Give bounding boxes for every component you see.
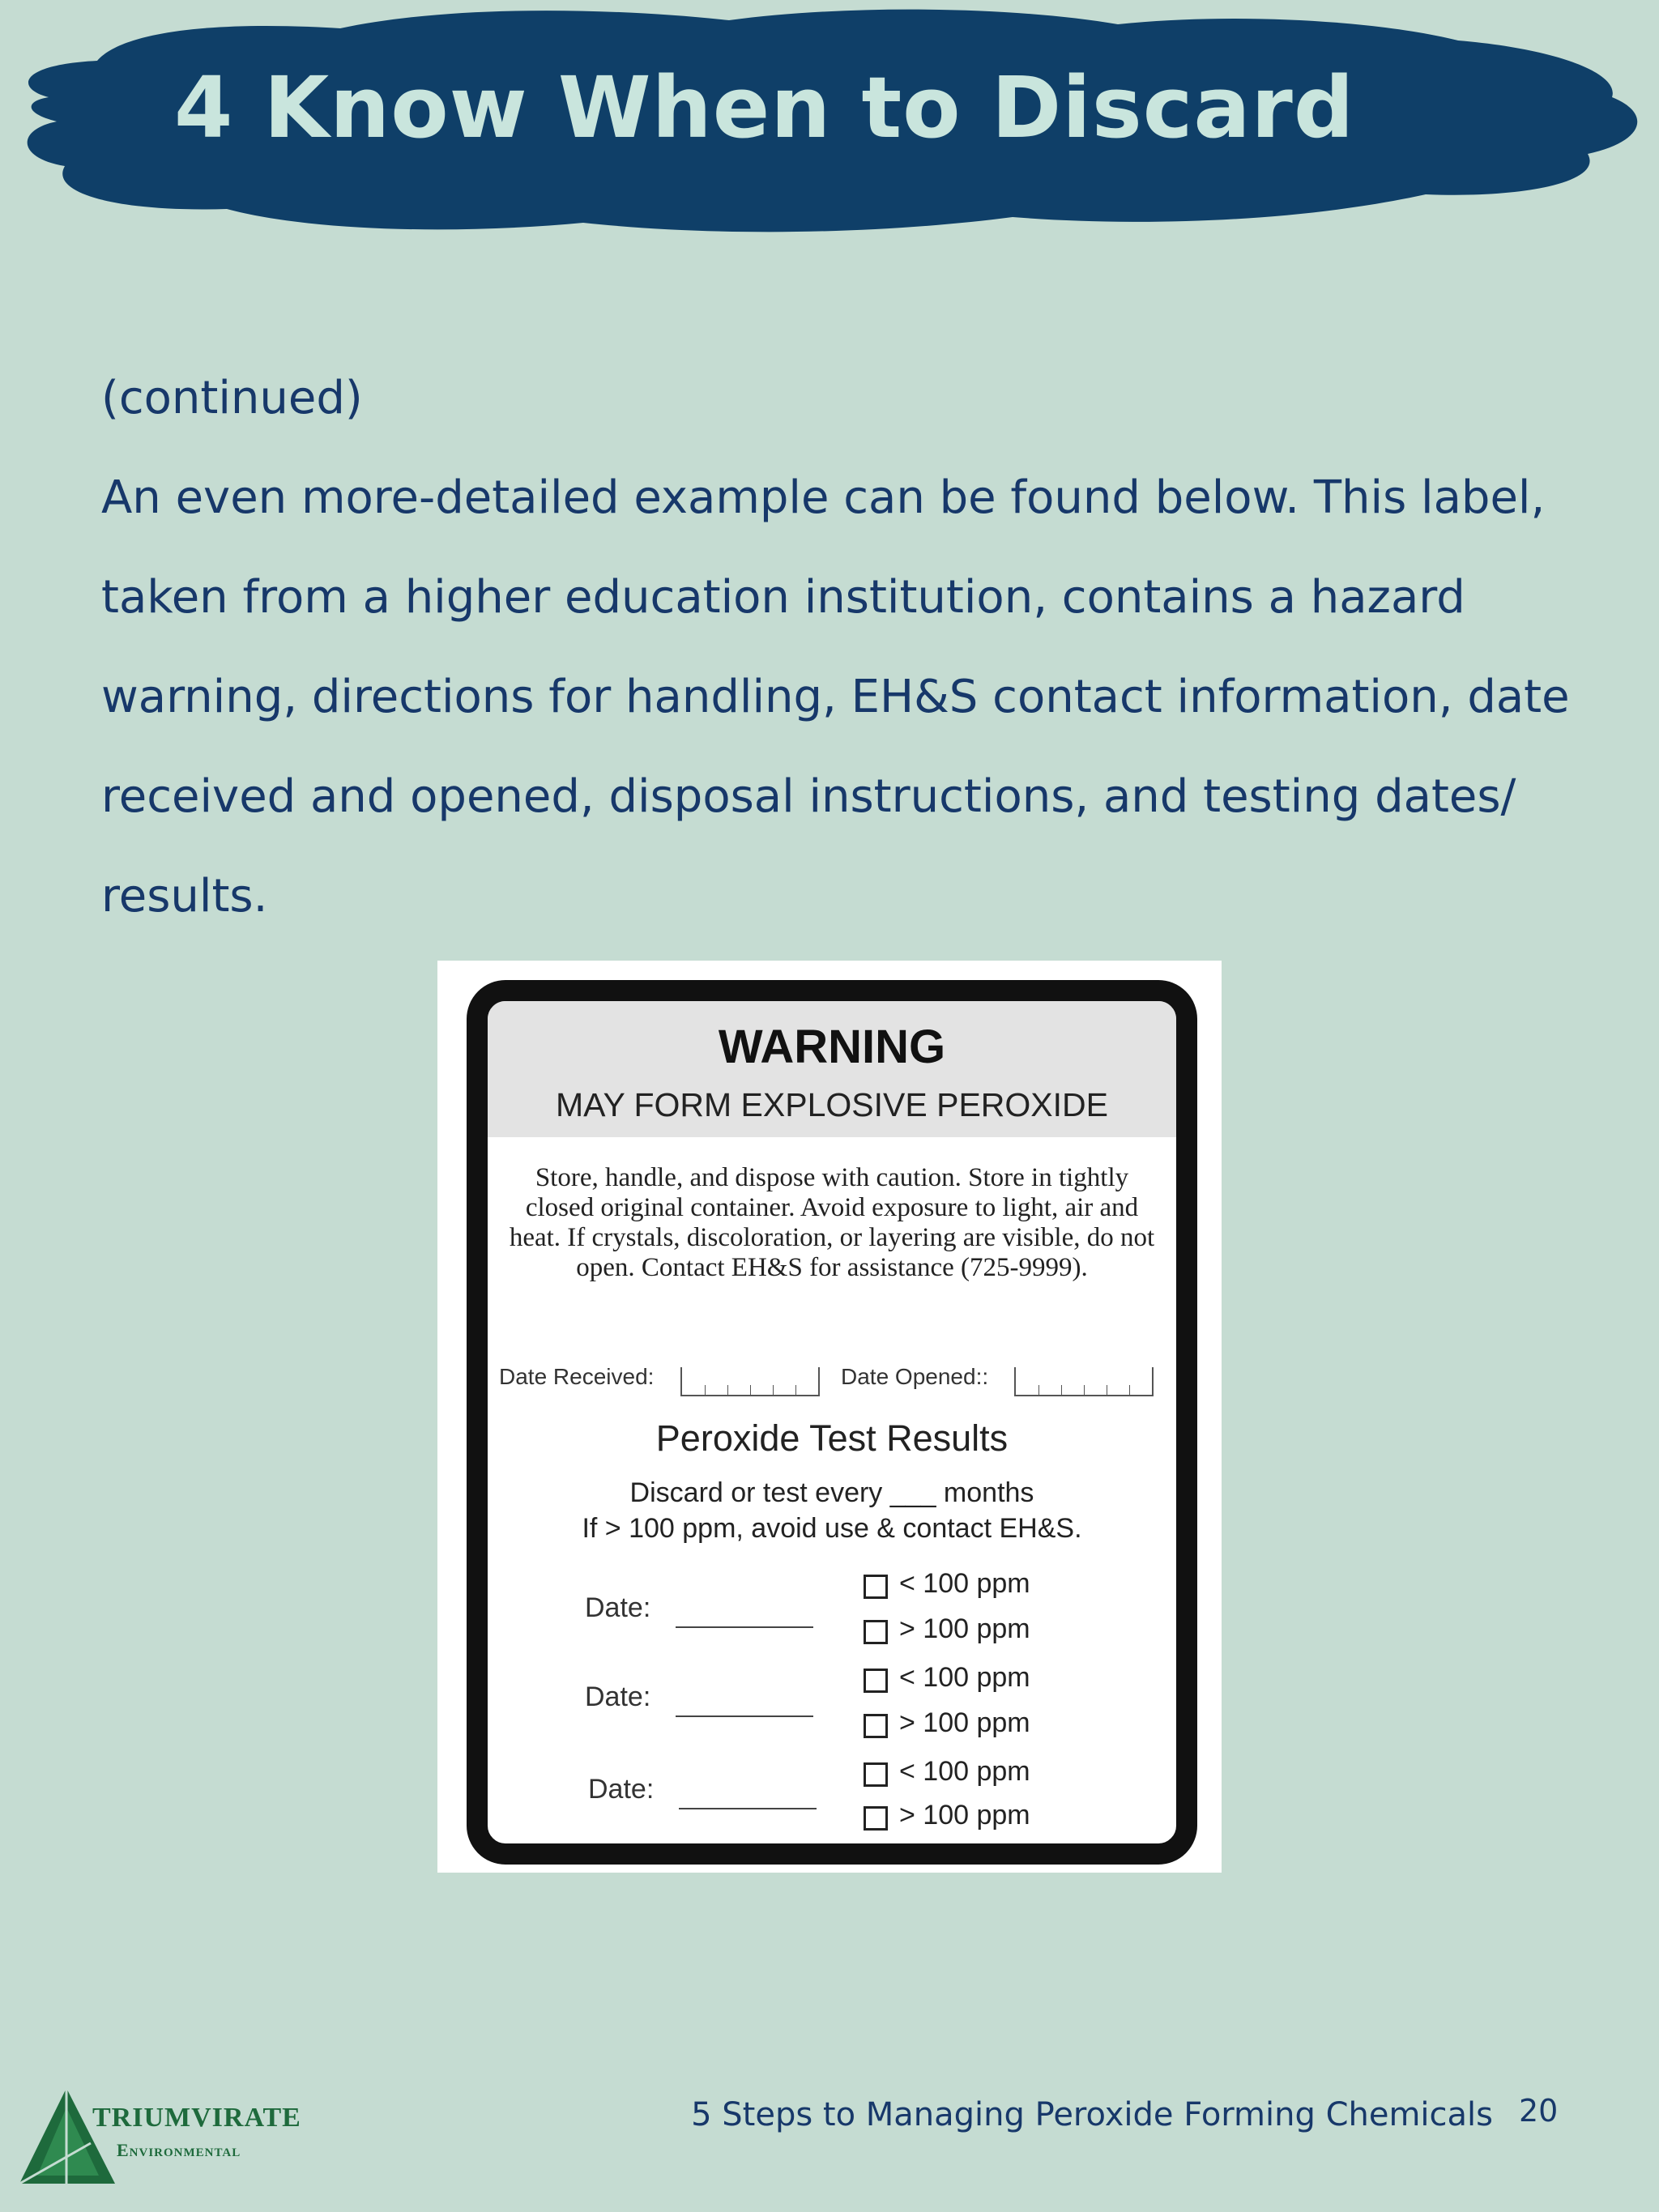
checkbox	[864, 1620, 888, 1644]
warning-label-image	[437, 961, 1222, 1873]
triumvirate-logo	[18, 2080, 326, 2193]
option-greater-than: > 100 ppm	[899, 1613, 1030, 1644]
date-received-label: Date Received:	[499, 1364, 655, 1389]
logo-triangle-icon	[18, 2080, 123, 2193]
test-date-line	[676, 1626, 813, 1628]
warning-title: WARNING	[718, 1021, 946, 1073]
checkbox	[864, 1714, 888, 1738]
discard-line: Discard or test every ___ months	[629, 1477, 1034, 1508]
avoid-line: If > 100 ppm, avoid use & contact EH&S.	[582, 1513, 1082, 1544]
results-title: Peroxide Test Results	[655, 1417, 1009, 1459]
test-date-line	[679, 1808, 817, 1809]
warning-subtitle: MAY FORM EXPLOSIVE PEROXIDE	[556, 1086, 1108, 1123]
warning-label-card	[467, 980, 1197, 1865]
page-title: 4 Know When to Discard	[174, 58, 1355, 157]
warning-band	[488, 1001, 1176, 1137]
test-date-label: Date:	[588, 1774, 655, 1805]
header-banner	[0, 0, 1659, 251]
checkbox	[864, 1575, 888, 1599]
option-greater-than: > 100 ppm	[899, 1800, 1030, 1831]
option-less-than: < 100 ppm	[899, 1662, 1030, 1693]
test-date-label: Date:	[585, 1681, 651, 1712]
option-greater-than: > 100 ppm	[899, 1707, 1030, 1738]
date-received-boxes	[680, 1367, 820, 1396]
test-date-line	[676, 1715, 813, 1717]
logo-subtitle: Environmental	[117, 2140, 241, 2160]
page-number: 20	[1519, 2093, 1559, 2129]
body-text	[101, 348, 1576, 946]
checkbox	[864, 1669, 888, 1693]
body-paragraph: An even more-detailed example can be found below. This label, taken from a higher education institution, contains a hazard warning, directions for handling, EH&S contact information, date received and opened, disposal instructions, and testing dates/ results.	[101, 471, 1570, 923]
date-opened-label: Date Opened::	[841, 1364, 989, 1389]
date-opened-boxes	[1014, 1367, 1154, 1396]
continued-label: (continued)	[101, 372, 363, 424]
checkbox	[864, 1806, 888, 1831]
test-date-label: Date:	[585, 1592, 651, 1623]
logo-name: TRIUMVIRATE	[92, 2103, 301, 2133]
handling-instructions: Store, handle, and dispose with caution. Store in tightly closed original container. Avoid exposure to light, air and heat. If crystals, discoloration, or layering are visible, do not open. Contact EH&S for assistance (725-9999).	[509, 1163, 1155, 1282]
footer-document-title: 5 Steps to Managing Peroxide Forming Chemicals	[691, 2096, 1493, 2133]
checkbox	[864, 1762, 888, 1787]
option-less-than: < 100 ppm	[899, 1568, 1030, 1599]
option-less-than: < 100 ppm	[899, 1756, 1030, 1787]
